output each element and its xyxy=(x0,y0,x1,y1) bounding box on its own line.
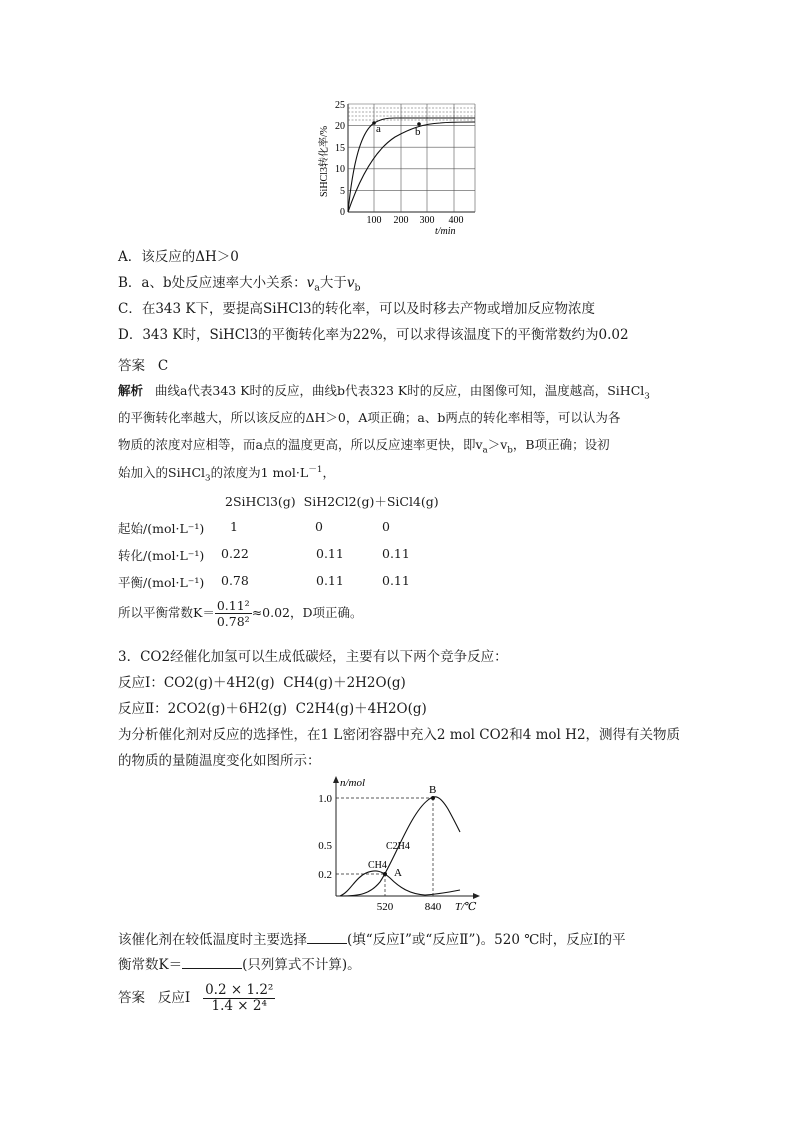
x-tick-labels xyxy=(377,901,442,913)
y-tick: 20 xyxy=(335,121,345,132)
analysis-label: 解析 xyxy=(118,383,144,398)
analysis-sup-4: －1 xyxy=(308,465,323,475)
conversion-chart xyxy=(315,92,485,242)
y-tick: 10 xyxy=(335,164,345,175)
va-symbol: v xyxy=(306,275,315,291)
answer-blank-1[interactable] xyxy=(307,931,347,944)
q3-question-line-2 xyxy=(118,953,361,973)
y-tick: 0.5 xyxy=(318,840,332,852)
analysis-text-1: 曲线a代表343 K时的反应，曲线b代表323 K时的反应，由图像可知，温度越高，SiHCl xyxy=(154,383,645,398)
x-tick: 520 xyxy=(376,901,394,913)
row-change-v2: 0.11 xyxy=(316,546,344,561)
y-tick-labels xyxy=(318,793,332,881)
q3-question2-pre: 衡常数K＝ xyxy=(118,957,183,973)
analysis-sub-a: a xyxy=(482,445,488,456)
point-A-label: A xyxy=(394,867,402,879)
q3-answer-denominator: 1.4 × 2⁴ xyxy=(211,998,267,1014)
analysis-sub-4: 3 xyxy=(205,473,211,484)
y-axis-label: SiHCl3转化率/% xyxy=(319,125,330,197)
y-tick: 15 xyxy=(335,143,345,154)
answer-value: C xyxy=(157,358,169,374)
q3-question-post: (填“反应Ⅰ”或“反应Ⅱ”)。520 ℃时，反应Ⅰ的平 xyxy=(347,932,626,948)
row-label-start: 起始/(mol·L⁻¹) xyxy=(118,521,205,536)
y-tick: 25 xyxy=(335,100,345,111)
vb-sub: b xyxy=(354,282,361,294)
row-change-v1: 0.22 xyxy=(221,546,249,561)
final-numerator: 0.11² xyxy=(216,598,250,613)
q3-answer-label: 答案 xyxy=(118,990,145,1006)
answer-blank-2[interactable] xyxy=(182,956,242,969)
option-d: D．343 K时，SiHCl3的平衡转化率为22%，可以求得该温度下的平衡常数约为0.02 xyxy=(118,327,629,343)
q3-reaction-2: 反应Ⅱ：2CO2(g)＋6H2(g) C2H4(g)＋4H2O(g) xyxy=(118,701,427,717)
q3-question-pre: 该催化剂在较低温度时主要选择 xyxy=(118,932,307,948)
q3-paragraph-1: 为分析催化剂对反应的选择性，在1 L密闭容器中充入2 mol CO2和4 mol H2，测得有关物质 xyxy=(118,727,681,743)
x-tick: 300 xyxy=(419,215,435,226)
q3-reaction-1: 反应Ⅰ：CO2(g)＋4H2(g) CH4(g)＋2H2O(g) xyxy=(118,675,406,691)
option-b-mid: 大于 xyxy=(319,275,347,291)
ch4-label: CH4 xyxy=(368,860,387,871)
point-b-label: b xyxy=(415,126,421,138)
q3-answer xyxy=(118,983,275,1014)
final-post: ≈0.02，D项正确。 xyxy=(251,605,363,620)
curve-b xyxy=(348,122,475,212)
x-axis-arrow xyxy=(473,893,480,899)
analysis-line-4: 始加入的SiHCl$_3$的浓度为1 $mol\cdot L^{-1}$， xyxy=(118,465,336,484)
point-B-label: B xyxy=(429,784,437,796)
option-c: C．在343 K下，要提高SiHCl3的转化率，可以及时移去产物或增加反应物浓度 xyxy=(118,301,596,317)
row-start-v1: 1 xyxy=(230,519,238,534)
vb-symbol: v xyxy=(346,275,355,291)
q3-stem: 3．CO2经催化加氢可以生成低碳烃，主要有以下两个竞争反应： xyxy=(118,649,508,665)
q3-answer-fraction xyxy=(203,983,275,1014)
answer-line xyxy=(118,354,168,374)
y-tick: 1.0 xyxy=(318,793,332,805)
analysis-line-3 xyxy=(118,435,610,456)
x-tick: 200 xyxy=(393,215,409,226)
va-sub: a xyxy=(314,282,320,294)
dashed-guides xyxy=(336,798,433,896)
c2h4-label: C2H4 xyxy=(386,841,410,852)
analysis-text-4: 始加入的SiHCl xyxy=(118,465,206,481)
reaction-equation: 2SiHCl3(g) SiH2Cl2(g)＋SiCl4(g) xyxy=(225,494,439,509)
analysis-sub-1: 3 xyxy=(644,391,650,402)
final-denominator: 0.78² xyxy=(216,614,250,629)
x-tick-labels xyxy=(367,215,464,226)
y-tick: 0.2 xyxy=(318,869,332,881)
amount-temperature-chart xyxy=(300,774,490,914)
x-axis-label: T/℃ xyxy=(455,901,477,913)
analysis-text-3: 物质的浓度对应相等，而a点的温度更高，所以反应速率更快，即v xyxy=(118,437,483,452)
row-start-v2: 0 xyxy=(315,519,323,534)
option-a: A．该反应的ΔH＞0 xyxy=(118,249,239,265)
row-label-eq: 平衡/(mol·L⁻¹) xyxy=(118,575,205,590)
point-a-label: a xyxy=(376,123,381,135)
row-eq-v1: 0.78 xyxy=(221,573,249,588)
y-axis-label: n/mol xyxy=(340,777,366,789)
v-gridlines xyxy=(374,104,475,212)
analysis-text-3-end: ，B项正确；设初 xyxy=(512,437,610,452)
y-tick: 0 xyxy=(340,207,345,218)
point-A-marker xyxy=(383,872,387,876)
analysis-line-2: 的平衡转化率越大，所以该反应的ΔH＞0，A项正确；a、b两点的转化率相等，可以认为各 xyxy=(118,410,621,425)
x-tick: 840 xyxy=(424,901,442,913)
y-tick-labels xyxy=(335,100,345,218)
option-b xyxy=(118,271,361,294)
q3-question2-post: (只列算式不计算)。 xyxy=(242,957,361,973)
q3-question-line-1 xyxy=(118,928,626,948)
row-change-v3: 0.11 xyxy=(382,546,410,561)
option-b-text: B．a、b处反应速率大小关系： xyxy=(118,275,307,291)
analysis-line-1 xyxy=(118,381,650,402)
h-gridlines xyxy=(348,104,475,190)
x-tick: 100 xyxy=(366,215,382,226)
row-eq-v3: 0.11 xyxy=(382,573,410,588)
x-axis-label: t/min xyxy=(435,226,456,237)
x-tick: 400 xyxy=(448,215,464,226)
row-eq-v2: 0.11 xyxy=(316,573,344,588)
final-fraction xyxy=(215,598,252,629)
analysis-sub-b: b xyxy=(507,445,513,456)
row-label-change: 转化/(mol·L⁻¹) xyxy=(118,548,205,563)
analysis-text-4-end: 的浓度为1 mol·L xyxy=(210,465,309,481)
point-B-marker xyxy=(431,796,435,800)
final-equilibrium-constant xyxy=(118,598,363,629)
y-tick: 5 xyxy=(340,186,345,197)
q3-answer-numerator: 0.2 × 1.2² xyxy=(205,982,274,998)
curve-a xyxy=(348,118,475,212)
row-start-v3: 0 xyxy=(382,519,390,534)
analysis-text-3-mid: ＞v xyxy=(487,437,508,452)
y-axis-arrow xyxy=(333,776,339,783)
final-pre: 所以平衡常数K＝ xyxy=(118,605,215,620)
q3-answer-text: 反应Ⅰ xyxy=(157,990,191,1006)
answer-label: 答案 xyxy=(118,358,145,374)
q3-paragraph-2: 的物质的量随温度变化如图所示： xyxy=(118,753,321,769)
